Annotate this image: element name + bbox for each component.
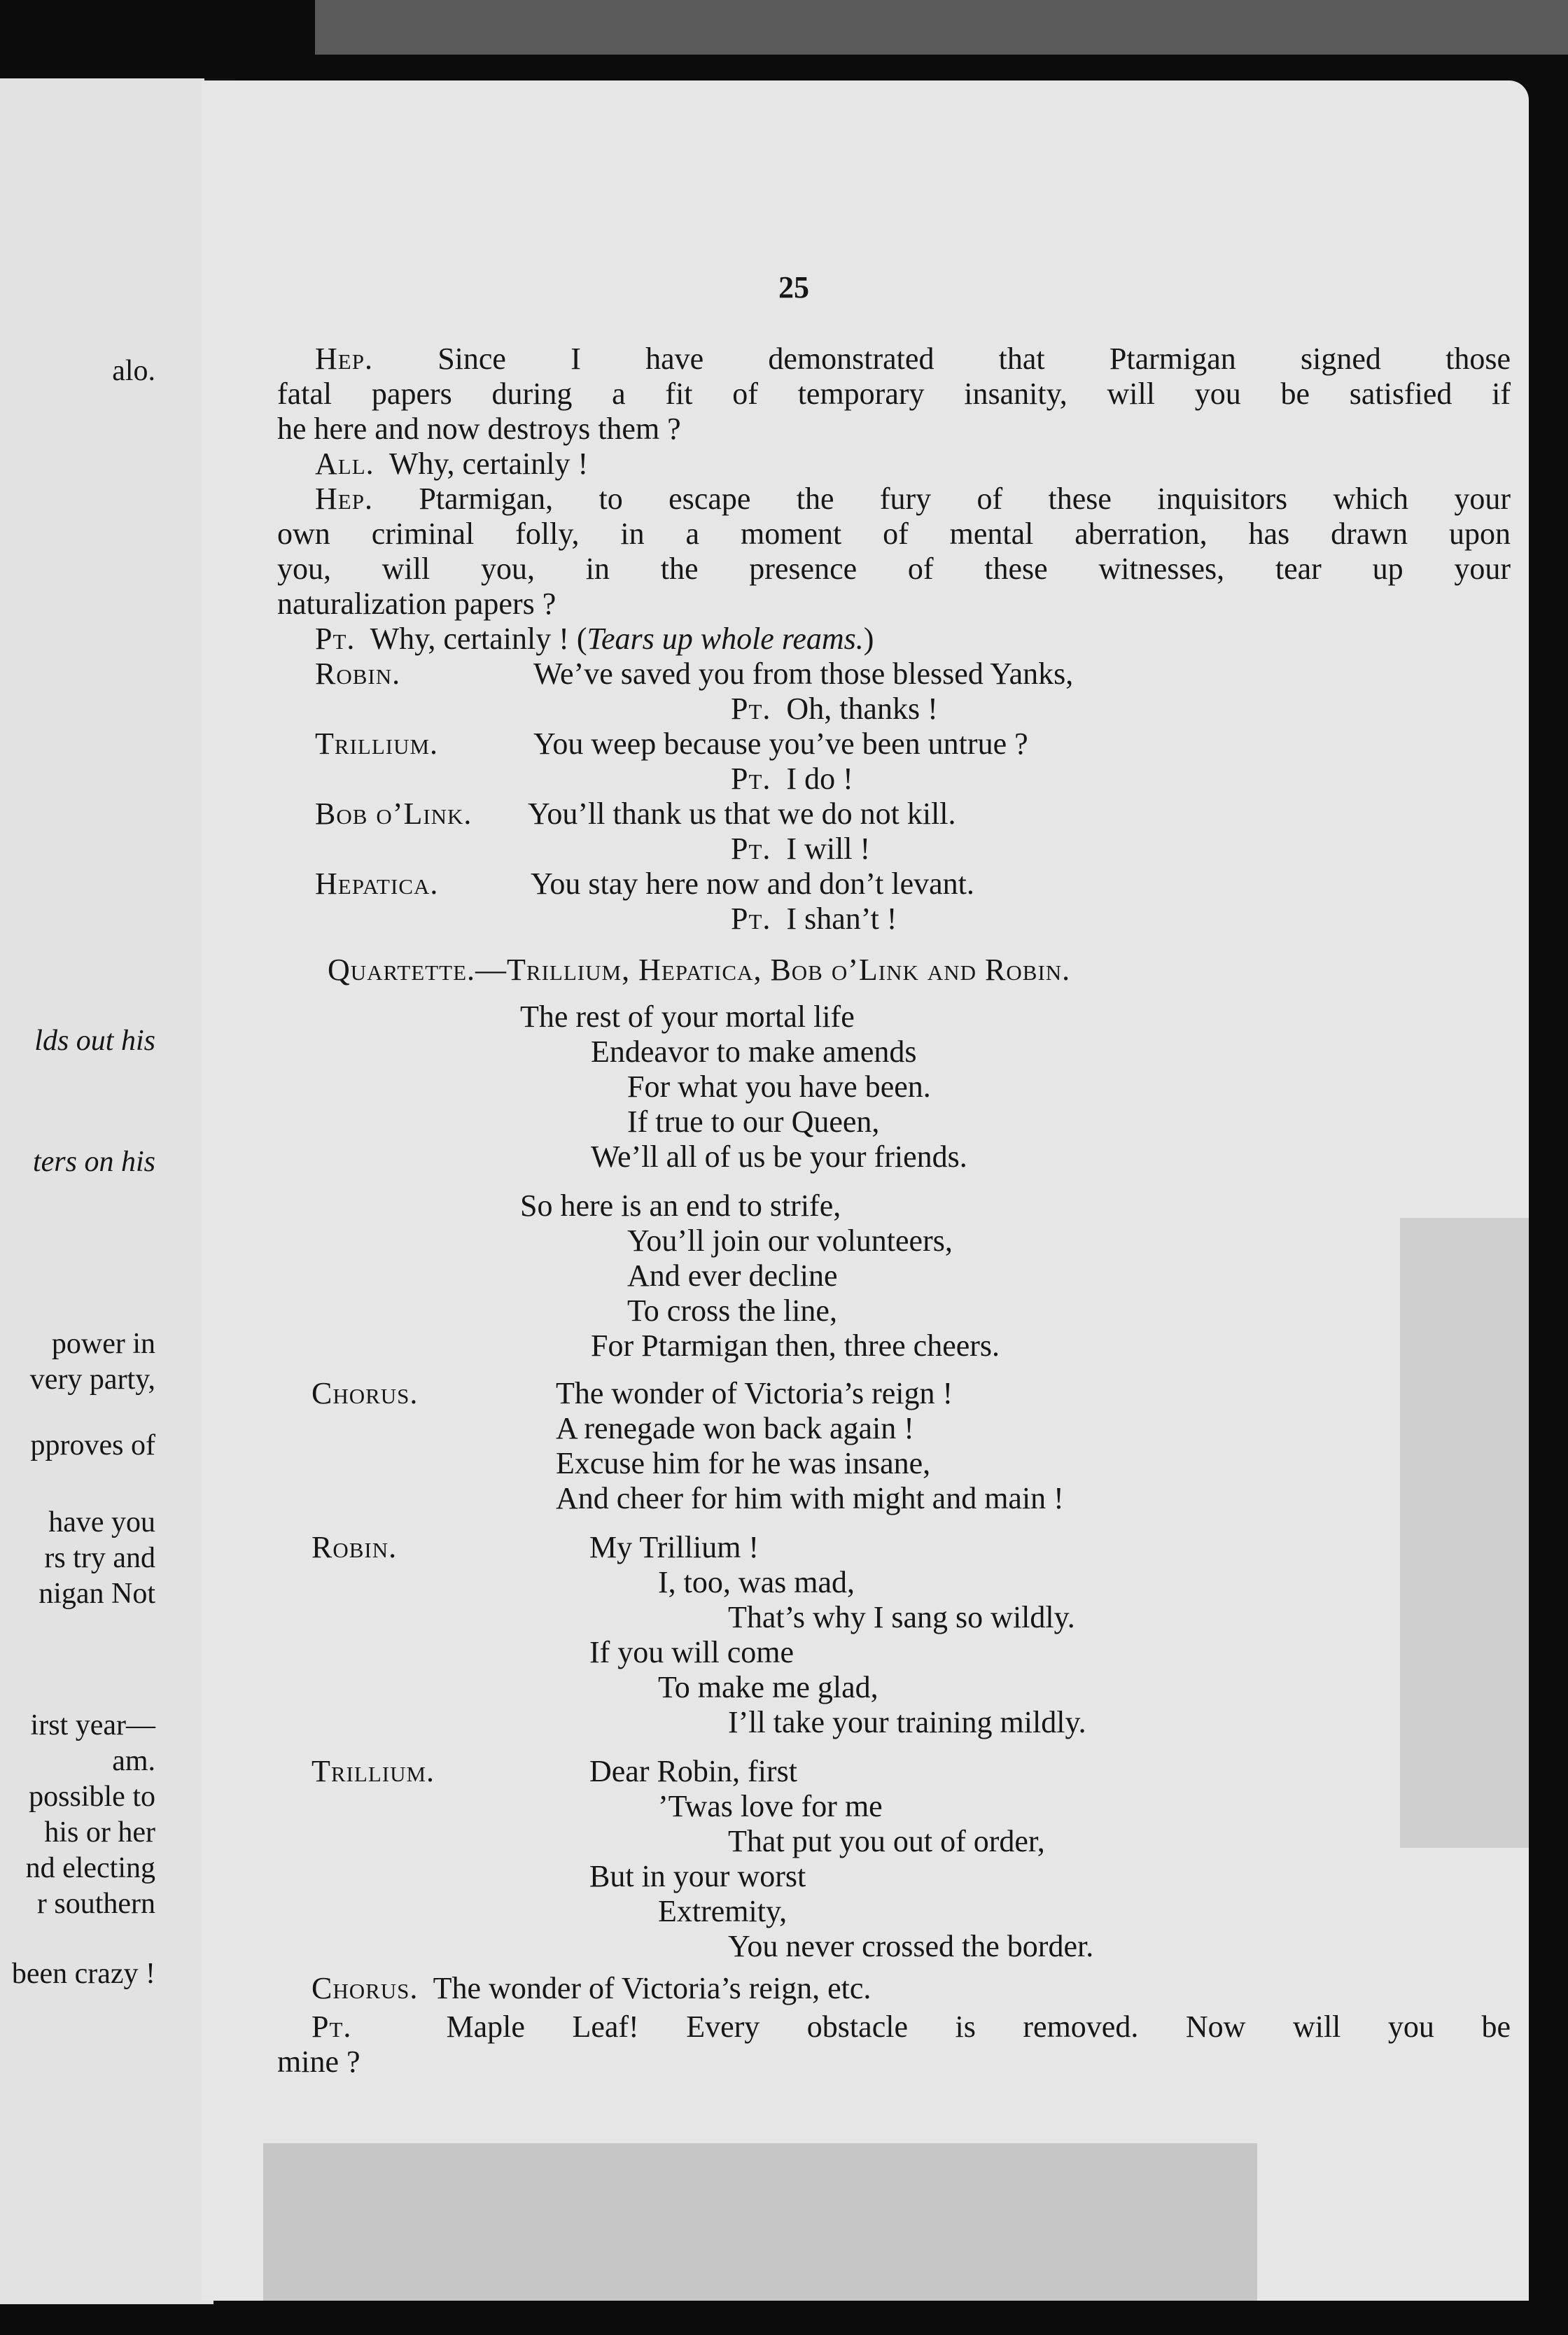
chorus-speaker: Chorus. bbox=[312, 1376, 419, 1410]
facing-page-text: nd electing bbox=[25, 1852, 155, 1884]
exchange-line-1: We’ve saved you from those blessed Yanks, bbox=[533, 657, 1074, 691]
facing-page-text: nigan Not bbox=[38, 1578, 155, 1610]
quartette-v2-line-2: You’ll join our volunteers, bbox=[627, 1223, 953, 1258]
exchange-speaker-3: Bob o’Link. bbox=[315, 797, 472, 831]
chorus-line-2: A renegade won back again ! bbox=[556, 1411, 914, 1445]
robin-speaker: Robin. bbox=[312, 1530, 398, 1564]
hep2-line-1: Hep. Ptarmigan, to escape the fury of these inquisitors which your bbox=[315, 482, 1511, 516]
quartette-v1-line-2: Endeavor to make amends bbox=[591, 1035, 917, 1069]
hep-line-2: fatal papers during a fit of temporary insanity, will you be satisfied if bbox=[277, 377, 1511, 411]
quartette-v2-line-1: So here is an end to strife, bbox=[520, 1188, 841, 1223]
all-line: All. Why, certainly ! bbox=[315, 447, 589, 481]
facing-page-text: ters on his bbox=[32, 1146, 155, 1178]
facing-page-text: been crazy ! bbox=[11, 1958, 155, 1990]
trillium-speaker: Trillium. bbox=[312, 1754, 435, 1788]
facing-page-text: very party, bbox=[29, 1363, 155, 1396]
trillium-line-3: That put you out of order, bbox=[728, 1824, 1045, 1858]
facing-page-text: rs try and bbox=[44, 1542, 155, 1574]
robin-line-4: If you will come bbox=[589, 1635, 794, 1669]
scanner-top-strip bbox=[315, 0, 1568, 55]
page-discoloration bbox=[1400, 1218, 1529, 1848]
page-bottom-shadow bbox=[263, 2143, 1257, 2301]
exchange-line-3: You’ll thank us that we do not kill. bbox=[528, 797, 956, 831]
hep2-line-3: you, will you, in the presence of these witnesses, tear up your bbox=[277, 552, 1511, 586]
trillium-line-6: You never crossed the border. bbox=[728, 1929, 1094, 1963]
robin-line-6: I’ll take your training mildly. bbox=[728, 1705, 1086, 1739]
facing-page-text: irst year— bbox=[30, 1709, 155, 1741]
exchange-reply-4: Pt. I shan’t ! bbox=[731, 902, 897, 936]
trillium-line-2: ’Twas love for me bbox=[658, 1789, 883, 1823]
facing-page-text: power in bbox=[51, 1328, 155, 1360]
pt2-line-2: mine ? bbox=[277, 2045, 360, 2079]
pt2-line-1: Pt. Maple Leaf! Every obstacle is removed. Now will you be bbox=[312, 2010, 1511, 2044]
hep2-line-2: own criminal folly, in a moment of mental aberration, has drawn upon bbox=[277, 517, 1511, 551]
chorus-line-4: And cheer for him with might and main ! bbox=[556, 1481, 1064, 1515]
quartette-v2-line-4: To cross the line, bbox=[627, 1293, 837, 1328]
exchange-speaker-1: Robin. bbox=[315, 657, 401, 691]
page-number: 25 bbox=[778, 270, 809, 304]
exchange-line-4: You stay here now and don’t levant. bbox=[531, 867, 974, 901]
quartette-v2-line-5: For Ptarmigan then, three cheers. bbox=[591, 1328, 1000, 1363]
stage-direction: Tears up whole reams. bbox=[587, 622, 864, 656]
chorus2-line: Chorus. The wonder of Victoria’s reign, etc. bbox=[312, 1971, 872, 2005]
exchange-reply-3: Pt. I will ! bbox=[731, 832, 871, 866]
facing-page-text: possible to bbox=[29, 1781, 155, 1813]
chorus-line-1: The wonder of Victoria’s reign ! bbox=[556, 1376, 953, 1410]
trillium-line-4: But in your worst bbox=[589, 1859, 806, 1893]
exchange-reply-2: Pt. I do ! bbox=[731, 762, 853, 796]
facing-page-fragment bbox=[0, 78, 214, 2304]
robin-line-1: My Trillium ! bbox=[589, 1530, 760, 1564]
quartette-heading: Quartette.—Trillium, Hepatica, Bob o’Link and Robin. bbox=[328, 953, 1071, 987]
facing-page-text: his or her bbox=[44, 1816, 155, 1849]
trillium-line-5: Extremity, bbox=[658, 1894, 788, 1928]
facing-page-text: alo. bbox=[112, 355, 155, 387]
quartette-v1-line-1: The rest of your mortal life bbox=[520, 1000, 855, 1034]
trillium-line-1: Dear Robin, first bbox=[589, 1754, 797, 1788]
robin-line-2: I, too, was mad, bbox=[658, 1565, 855, 1599]
quartette-v1-line-5: We’ll all of us be your friends. bbox=[591, 1140, 967, 1174]
facing-page-text: am. bbox=[112, 1745, 155, 1777]
facing-page-text: r southern bbox=[36, 1888, 155, 1920]
exchange-speaker-2: Trillium. bbox=[315, 727, 439, 761]
exchange-line-2: You weep because you’ve been untrue ? bbox=[533, 727, 1028, 761]
exchange-speaker-4: Hepatica. bbox=[315, 867, 439, 901]
exchange-reply-1: Pt. Oh, thanks ! bbox=[731, 692, 938, 726]
pt-line: Pt. Why, certainly ! (Tears up whole reams.) bbox=[315, 622, 874, 656]
hep-line-3: he here and now destroys them ? bbox=[277, 412, 681, 446]
hep2-line-4: naturalization papers ? bbox=[277, 587, 556, 621]
book-page bbox=[202, 80, 1529, 2301]
quartette-v1-line-3: For what you have been. bbox=[627, 1070, 931, 1104]
facing-page-text: pproves of bbox=[30, 1429, 155, 1461]
hep-line-1: Hep. Since I have demonstrated that Ptarmigan signed those bbox=[315, 342, 1511, 376]
facing-page-text: have you bbox=[48, 1506, 155, 1538]
quartette-v1-line-4: If true to our Queen, bbox=[627, 1105, 880, 1139]
facing-page-text: lds out his bbox=[34, 1025, 155, 1057]
quartette-v2-line-3: And ever decline bbox=[627, 1258, 838, 1293]
chorus-line-3: Excuse him for he was insane, bbox=[556, 1446, 931, 1480]
robin-line-5: To make me glad, bbox=[658, 1670, 878, 1704]
robin-line-3: That’s why I sang so wildly. bbox=[728, 1600, 1075, 1634]
